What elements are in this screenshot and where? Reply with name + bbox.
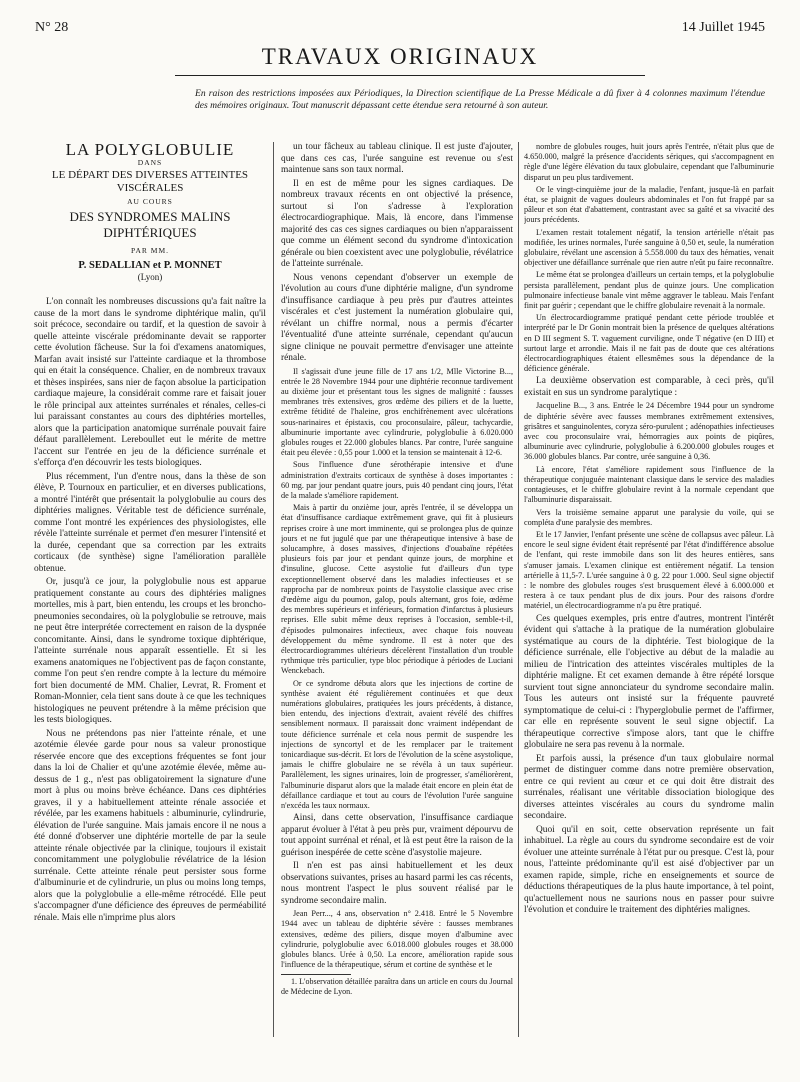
author-location: (Lyon): [137, 271, 163, 282]
issue-date: 14 Juillet 1945: [681, 20, 765, 35]
column-3: [524, 142, 774, 1072]
section-title: TRAVAUX ORIGINAUX: [261, 44, 539, 69]
paragraph: Ces quelques exemples, pris entre d'autres, montrent l'intérêt évident qui s'attache à la pratique de la numération globulaire systématique au cours de la diphtérie. Test biologique de la déficience surrénale, elle l'objective au début de la maladie au milieu de l'intrication des atteintes viscérales multiples de la diphtérie maligne. Et cet examen demande à être répété lorsque survient tout signe annonciateur du syndrome secondaire malin. Tous les auteurs ont insisté sur la fréquente pauvreté symptomatique de celui-ci : l'hyperglobulie permet de l'affirmer, car elle en représente souvent le seul signe objectif. La thérapeutique corrective s'impose alors, tant que le chiffre globulaire ne sera pas revenu à la normale.: [524, 613, 774, 751]
paragraph: Et parfois aussi, la présence d'un taux globulaire normal permet de distinguer comme dans notre première observation, entre ce qui revient au cœur et ce qui doit être distrait des surrénales, réalisant une véritable dissociation biologique des diverses atteintes viscérales au cours du syndrome malin secondaire.: [524, 753, 774, 822]
paragraph: Quoi qu'il en soit, cette observation représente un fait inhabituel. La règle au cours du syndrome secondaire est de voir évoluer une atteinte surrénale à l'état pur ou presque. C'est là, pour nous, l'atteinte prédominante qu'il est aisé d'objectiver par un examen rapide, simple, riche en enseignements et source de déductions thérapeutiques de la plus haute importance, à tel point, qu'actuellement nous ne saurions nous en passer pour suivre l'évolution et conduire le traitement des diphtéries malignes.: [524, 824, 774, 916]
paragraph: Ainsi, dans cette observation, l'insuffisance cardiaque apparut évoluer à l'état à peu près pur, vraiment dépourvu de tout appoint surrénal et rénal, et là est peut être la raison de la guérison inespérée de cette scène d'asystolie majeure.: [281, 813, 513, 858]
case-report-paragraph: Sous l'influence d'une sérothérapie intensive et d'une administration d'extraits corticaux de synthèse à doses importantes : 60 mg. par jour pendant quatre jours, puis 40 pendant cinq jours, l'état de la malade s'améliore rapidement.: [281, 460, 513, 500]
case-report-paragraph: Or ce syndrome débuta alors que les injections de cortine de synthèse avaient été régulièrement continuées et que deux numérations globulaires, pratiquées les jours précédents, à distance, bien entendu, des injections d'extrait, avaient révélé des chiffres sensiblement normaux. Il paraissait donc vraiment indépendant de toute déficience surrénale et cela nous permit de suspendre les injections de syncortyl et de les remplacer par le traitement tonicardiaque sus-décrit. Et lors de l'évolution de la scène asystolique, jamais le chiffre globulaire ne se révéla à un taux supérieur. Parallèlement, les signes urinaires, loin de progresser, s'améliorèrent, l'albuminurie disparut alors que la malade était encore en plein état de défaillance cardiaque et tout au cours de l'évolution l'urée sanguine n'excéda les taux normaux.: [281, 678, 513, 811]
case-report-paragraph: Un électrocardiogramme pratiqué pendant cette période troublée et interprété par le Dr Gonin montrait bien la présence de quelques altérations en D III segment S. T. vaguement curviligne, onde T négative (en D III) et surtout large et arrondie. Mais il ne fait pas de doute que ces altérations électrocardiographiques étaient ellesmêmes sous la dépendance de la déficience générale.: [524, 313, 774, 374]
article-subtitle-main: DES SYNDROMES MALINS DIPHTÉRIQUES: [69, 208, 231, 240]
title-connector-dans: DANS: [137, 157, 163, 167]
paragraph: un tour fâcheux au tableau clinique. Il est juste d'ajouter, que dans ces cas, l'urée sanguine est revenue ou s'est maintenue sans son taux normal.: [281, 142, 513, 175]
paragraph: Plus récemment, l'un d'entre nous, dans la thèse de son élève, P. Tournoux en particulier, et en diverses publications, a montré l'intérêt que présentait la polyglobulie au cours des diphtéries malignes. Véritable test de déficience surrénale, comme l'ont montré les expériences des physiologistes, elle révèle l'atteinte surrénale et permet d'en mesurer l'intensité et la durée, cependant que sa correction par les extraits corticaux (de synthèse) signe l'amélioration parallèle obtenue.: [34, 471, 266, 574]
paragraph: La deuxième observation est comparable, à ceci près, qu'il existait en sus un syndrome paralytique :: [524, 376, 774, 398]
page-header: [35, 20, 765, 36]
footnote-rule: [281, 974, 351, 975]
case-report-paragraph: Et le 17 Janvier, l'enfant présente une scène de collapsus avec pâleur. Là encore le seul signe évident était représenté par l'état d'indifférence absolue de l'enfant, qui reste immobile dans son lit des heures entières, sans s'amuser jamais. L'examen clinique est entièrement négatif. La tension artérielle à 11,5-7. L'urée sanguine à 0 g. 22 pour 1.000. Seul signe objectif : le nombre des globules rouges s'est brusquement élevé à 6.000.000 et restera à ce taux pendant plus de dix jours. Pour des raisons d'ordre matériel, un électrocardiogramme n'a pu être pratiqué.: [524, 529, 774, 611]
column-divider: [273, 142, 274, 1037]
by-line-label: PAR MM.: [131, 245, 169, 255]
case-report-paragraph: Jean Perr..., 4 ans, observation n° 2.418. Entré le 5 Novembre 1944 avec un tableau de diphtérie sévère : fausses membranes extensives, œdème des piliers, disque moyen d'albumine avec cylindrurie, polyglobulie avec 6.018.000 globules rouges et 38.000 globules blancs. Urée à 0,50. La encore, amélioration rapide sous l'influence de la thérapeutique, sérum et cortine de synthèse et le: [281, 909, 513, 970]
paragraph: Nous ne prétendons pas nier l'atteinte rénale, et une azotémie élevée garde pour nous sa valeur pronostique réservée encore que des exceptions fréquentes se font jour dans la loi de Chalier et qu'une azotémie élevée, même au-dessus de 1 g., n'est pas obligatoirement la signature d'une mort à plus ou moins brève échéance. Dans ces diphtéries graves, il y a habituellement atteinte rénale associée et révélée, par les examens habituels : albuminurie, cylindrurie, élévation de l'urée sanguine. Mais jamais encore il ne nous a été donné d'observer une diphtérie mortelle de par la seule atteinte rénale objectivée par la clinique, toujours il existait concomitamment une polyglobulie révélatrice de la lésion surrénale. Cette atteinte rénale peut persister sous forme d'albuminurie et de cylindrurie, un plus ou moins long temps, alors que la polyglobulie a elle-même rétrocédé. Elle peut s'accompagner d'une déficience des épreuves de perméabilité rénale. Mais elle n'imprime plus alors: [34, 728, 266, 923]
issue-number: N° 28: [35, 20, 69, 35]
article-subtitle: LE DÉPART DES DIVERSES ATTEINTES VISCÉRALES: [51, 169, 249, 194]
article-authors: P. SEDALLIAN et P. MONNET: [78, 260, 222, 271]
case-report-paragraph: Le même état se prolongea d'ailleurs un certain temps, et la polyglobulie persista parallèlement, pendant plus de quinze jours. Une complication pulmonaire infectieuse banale vint même aggraver le tableau. Mais l'enfant finit par guérir ; cependant que le chiffre globulaire revenait à la normale.: [524, 270, 774, 311]
case-report-paragraph: Or le vingt-cinquième jour de la maladie, l'enfant, jusque-là en parfait état, se plaignit de vagues douleurs abdominales et l'on fut frappé par sa pâleur et son état d'abattement, contrastant avec sa gaîté et sa vivacité des jours précédents.: [524, 184, 774, 225]
paragraph: Il n'en est pas ainsi habituellement et les deux observations suivantes, prises au hasard parmi les cas récents, nous montrent l'aspect le plus souvent réalisé par le syndrome secondaire malin.: [281, 861, 513, 906]
footnote: 1. L'observation détaillée paraîtra dans un article en cours du Journal de Médecine de Lyon.: [281, 977, 513, 997]
case-report-paragraph: Mais à partir du onzième jour, après l'entrée, il se développa un état d'insuffisance cardiaque extrêmement grave, qui fit à plusieurs reprises croire à une mort imminente, qui se prolongea plus de quinze jours et ne fut jugulé que par une thérapeutique intensive à base de solucamphre, à doses massives, d'injections d'ouabaïne répétées plusieurs fois par jour et pendant quinze jours, de morphine et d'insuline, glucose. Cette asystolie fut d'ailleurs d'un type exceptionnellement observé dans les maladies infectieuses et se rapprocha par de nombreux points de l'asystolie classique avec crise d'œdème aigu du poumon, galop, pouls alternant, gros foie, œdème des membres supérieurs et inférieurs, formation d'infarctus à plusieurs reprises. Elle subit même deux reprises à l'occasion, semble-t-il, d'épisodes pulmonaires infectieux, avec chaque fois nouveau développement du même syndrome. Il est à noter que des électrocardiogrammes ultérieurs décelèrent l'installation d'un trouble rythmique très particulier, type bloc périodique à périodes de Luciani Wenckebach.: [281, 503, 513, 676]
paragraph: Or, jusqu'à ce jour, la polyglobulie nous est apparue pratiquement constante au cours des diphtéries malignes mortelles, mis à part, bien entendu, les croups et les broncho-pneumonies secondaires, où la polyglobulie se retrouve, mais ne peut être interprétée correctement en raison de la dyspnée concomitante. Ainsi, dans le syndrome toxique diphtérique, l'atteinte surrénale nous apparaît essentielle. Et si les examens anatomiques ne l'objectivent pas de façon constante, comme l'on peut s'en rendre compte à la lecture du mémoire fort bien documenté de MM. Chalier, Levrat, R. Froment et Roman-Monnier, cela tient sans doute à ce que les techniques histologiques ne peuvent prétendre à la même précision que les tests biologiques.: [34, 577, 266, 725]
case-report-paragraph: Jacqueline B..., 3 ans. Entrée le 24 Décembre 1944 pour un syndrome de diphtérie sévère avec fausses membranes extrêmement extensives, grisâtres et sanguinolentes, coryza séro-purulent ; adénopathies infectieuses avec cou proconsulaire vrai, hémorragies aux points de piqûres, albuminurie avec cylindrurie, polyglobulie à 6.200.000 globules rouges et 36.000 globules blancs. Par contre, urée sanguine à 0,36.: [524, 401, 774, 462]
column-divider: [518, 142, 519, 1037]
case-report-paragraph: Là encore, l'état s'améliore rapidement sous l'influence de la thérapeutique conjuguée maintenant classique dans le service des maladies contagieuses, et le chiffre globulaire revint à la normale cependant que l'albuminurie disparaissait.: [524, 464, 774, 505]
section-divider: [175, 75, 645, 76]
paragraph: Il en est de même pour les signes cardiaques. De nombreux travaux récents en ont objectivé la présence, surtout si l'on s'adresse à l'exploration électrocardiographique. Mais, là encore, dans l'immense majorité des cas ces signes cardiaques ou bien n'apparaissent que comme un élément second du syndrome d'intoxication générale ou bien coexistent avec une polyglobulie, révélatrice de l'atteinte surrénale.: [281, 178, 513, 269]
case-report-paragraph: Vers la troisième semaine apparut une paralysie du voile, qui se compléta d'une paralysie des membres.: [524, 507, 774, 527]
paragraph: L'on connaît les nombreuses discussions qu'a fait naître la cause de la mort dans le syndrome diphtérique malin, qu'il soit précoce, secondaire ou tardif, et la question de savoir à quelle atteinte viscérale prédominante devait se rapporter cette évolution fâcheuse. Sur la foi d'examens anatomiques, Marfan avait insisté sur l'atteinte cardiaque et la thrombose qui en était la conséquence. Chalier, en de nombreux travaux et thèses inspirées, sans nier de façon absolue la participation cardiaque majeure, la considérait comme rare et faisait jouer le rôle principal aux atteintes surrénales et rénales, celles-ci lui paraissant constantes au cours des diphtéries mortelles, alors que la participation anatomique surrénale pouvait faire défaut parallèlement. Lereboullet eut le mérite de mettre l'accent sur l'entrée en jeu de la déficience surrénale et s'efforça d'en découvrir les tests biologiques.: [34, 297, 266, 468]
column-2: [281, 142, 513, 1042]
case-report-paragraph: Il s'agissait d'une jeune fille de 17 ans 1/2, Mlle Victorine B..., entrée le 28 Novembre 1944 pour une diphtérie reconnue tardivement au dixième jour et présentant tous les signes de malignité : fausses membranes très extensives, gros œdème des piliers et de la luette, extrême fétidité de l'haleine, gros enchifrènement avec ulcérations sous-narinaires et épistaxis, cou proconsulaire, pâleur, tachycardie, albuminurie importante avec cylindrurie, polyglobulie à 6.020.000 globules rouges et 22.000 globules blancs. Par contre, l'urée sanguine était peu élevée : 0,55 pour 1.000 et la tension se maintenait à 12-6.: [281, 366, 513, 458]
case-report-paragraph: L'examen restait totalement négatif, la tension artérielle n'était pas modifiée, les urines normales, l'urée sanguine à 0,50 et, seule, la numération globulaire, révélant une ascension à 5.558.000 du taux des hématies, venait objectiver une défaillance surrénale que rien autre n'eût pu faire reconnaître.: [524, 227, 774, 268]
title-connector-au-cours: AU COURS: [127, 197, 173, 206]
editor-note: En raison des restrictions imposées aux Périodiques, la Direction scientifique de La Presse Médicale a dû fixer à 4 colonnes maximum l'étendue des mémoires originaux. Tout manuscrit dépassant cette étendue sera retourné à son auteur.: [195, 88, 765, 112]
paragraph: Nous venons cependant d'observer un exemple de l'évolution au cours d'une diphtérie maligne, d'un syndrome d'insuffisance cardiaque à peu près pur d'autres atteintes viscérales et c'est justement la numération globulaire qui, révélant un chiffre normal, nous a permis d'écarter l'éventualité d'une atteinte surrénale, cependant qu'aucun signe clinique ne pouvait permettre d'envisager une atteinte rénale.: [281, 272, 513, 363]
case-report-paragraph: nombre de globules rouges, huit jours après l'entrée, n'était plus que de 4.650.000, malgré la présence d'accidents sériques, qui s'accompagnent en règle d'une légère élévation du taux globulaire, cependant que l'albuminurie disparut un peu plus tardivement.: [524, 142, 774, 182]
article-title-block: [34, 144, 266, 283]
article-title: LA POLYGLOBULIE: [65, 142, 235, 159]
column-1: [34, 142, 266, 1042]
